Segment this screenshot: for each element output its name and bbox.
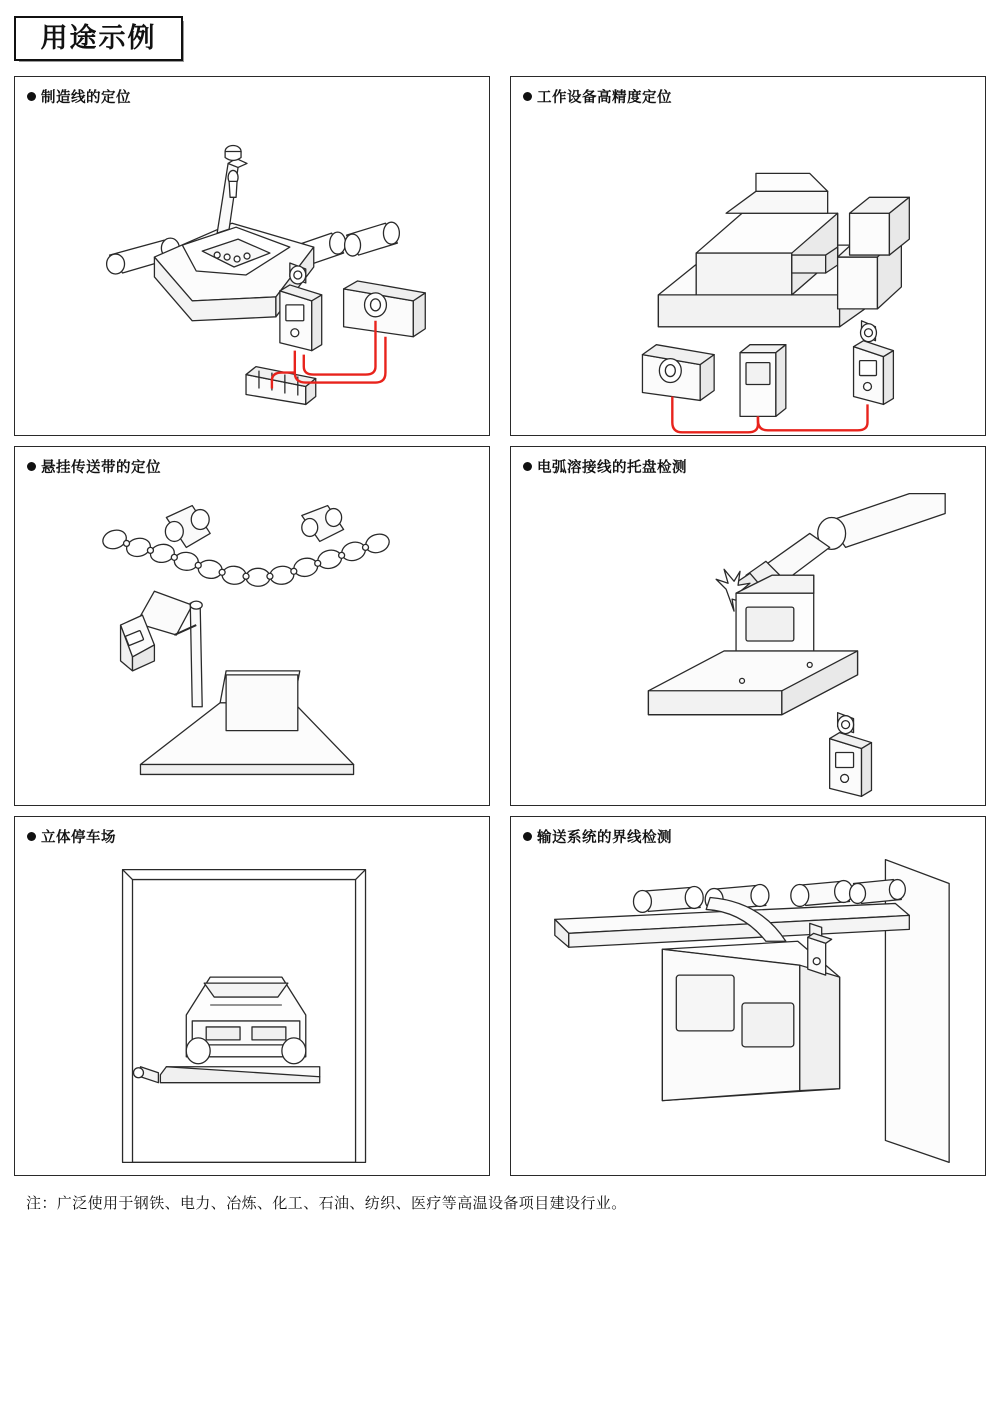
- panel-label: [523, 826, 672, 847]
- panel-overhead-conveyor-positioning: [14, 446, 490, 806]
- panel-label: [27, 86, 131, 107]
- panel-label: [523, 456, 687, 477]
- illustration-arc-welding: [511, 475, 985, 805]
- bullet-icon: [27, 832, 36, 841]
- panel-label: [523, 86, 672, 107]
- panel-machine-tool-positioning: [510, 76, 986, 436]
- panel-label-text: 输送系统的界线检测: [537, 830, 672, 846]
- illustration-manufacturing-line: [15, 105, 489, 435]
- footnote: 注：广泛使用于钢铁、电力、冶炼、化工、石油、纺织、医疗等高温设备项目建设行业。: [26, 1195, 627, 1212]
- bullet-icon: [523, 92, 532, 101]
- panel-label-text: 立体停车场: [41, 830, 116, 846]
- panel-arc-welding-pallet-detection: [510, 446, 986, 806]
- illustration-overhead-conveyor: [15, 475, 489, 805]
- panel-label-text: 电弧溶接线的托盘检测: [537, 460, 687, 476]
- illustration-conveyor-limit: [511, 845, 985, 1175]
- bullet-icon: [27, 92, 36, 101]
- bullet-icon: [27, 462, 36, 471]
- panel-multi-level-parking: [14, 816, 490, 1176]
- panel-label: [27, 456, 161, 477]
- page-title: 用途示例: [40, 23, 157, 53]
- panel-label-text: 悬挂传送带的定位: [41, 460, 161, 476]
- panel-label-text: 工作设备高精度定位: [537, 90, 672, 106]
- illustration-parking-garage: [15, 845, 489, 1175]
- examples-grid: [14, 76, 986, 1176]
- bullet-icon: [523, 832, 532, 841]
- panel-label: [27, 826, 116, 847]
- panel-manufacturing-line-positioning: [14, 76, 490, 436]
- page-title-banner: [14, 16, 184, 60]
- bullet-icon: [523, 462, 532, 471]
- panel-label-text: 制造线的定位: [41, 90, 131, 106]
- illustration-machine-tool: [511, 105, 985, 435]
- title-box: [14, 16, 183, 61]
- panel-conveyor-limit-detection: [510, 816, 986, 1176]
